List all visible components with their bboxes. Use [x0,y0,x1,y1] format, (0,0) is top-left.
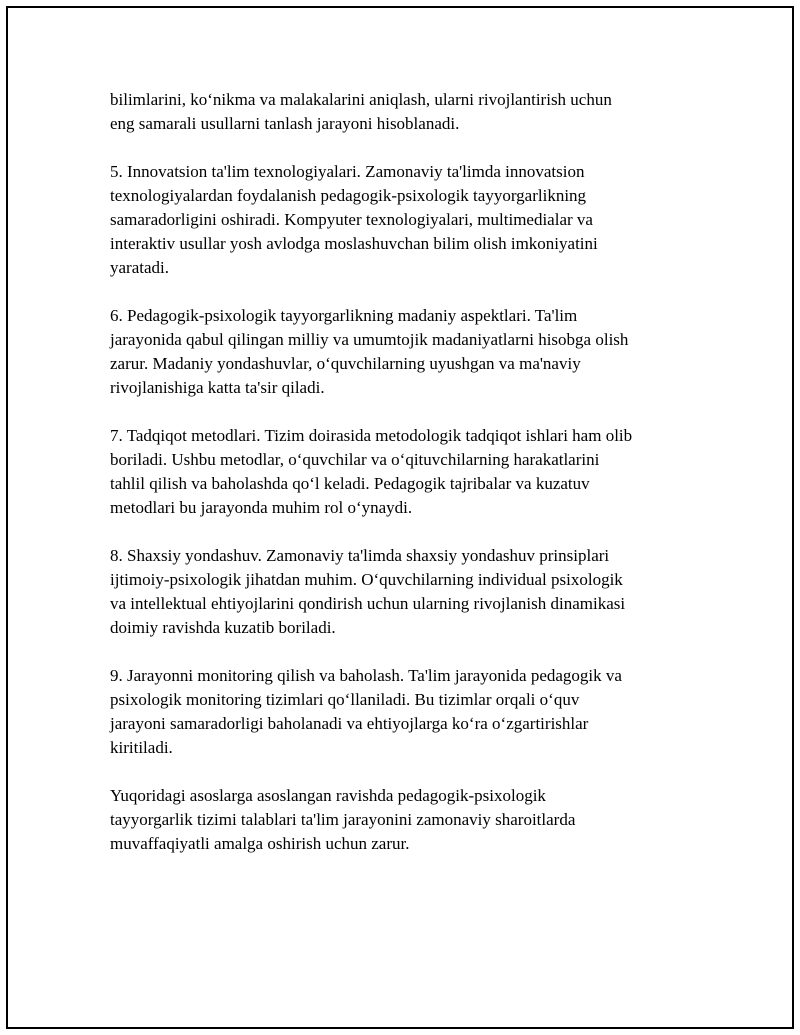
paragraph-6-cultural-aspects: 6. Pedagogik-psixologik tayyorgarlikning madaniy aspektlari. Ta'lim jarayonida qabul qilingan milliy va umumtojik madaniyatlarni hisobga olish zarur. Madaniy yondashuvlar, o‘quvchilarning uyushgan va ma'naviy rivojlanishiga katta ta'sir qiladi. [110,306,629,397]
paragraph-intro-continuation: bilimlarini, ko‘nikma va malakalarini aniqlash, ularni rivojlantirish uchun eng samarali usullarni tanlash jarayoni hisoblanadi. [110,90,612,133]
document-body [110,88,700,880]
paragraph-7-research-methods: 7. Tadqiqot metodlari. Tizim doirasida metodologik tadqiqot ishlari ham olib boriladi. Ushbu metodlar, o‘quvchilar va o‘qituvchilarning harakatlarini tahlil qilish va baholashda qo‘l keladi. Pedagogik tajribalar va kuzatuv metodlari bu jarayonda muhim rol o‘ynaydi. [110,426,633,517]
paragraph-8-personal-approach: 8. Shaxsiy yondashuv. Zamonaviy ta'limda shaxsiy yondashuv prinsiplari ijtimoiy-psixologik jihatdan muhim. O‘quvchilarning individual psixologik va intellektual ehtiyojlarini qondirish uchun ularning rivojlanish dinamikasi doimiy ravishda kuzatib boriladi. [110,546,626,637]
paragraph-conclusion: Yuqoridagi asoslarga asoslangan ravishda pedagogik-psixologik tayyorgarlik tizimi talablari ta'lim jarayonini zamonaviy sharoitlarda muvaffaqiyatli amalga oshirish uchun zarur. [110,786,576,853]
paragraph-5-innovative-technologies: 5. Innovatsion ta'lim texnologiyalari. Zamonaviy ta'limda innovatsion texnologiyalardan foydalanish pedagogik-psixologik tayyorgarlikning samaradorligini oshiradi. Kompyuter texnologiyalari, multimedialar va interaktiv usullar yosh avlodga moslashuvchan bilim olish imkoniyatini yaratadi. [110,162,598,277]
paragraph-9-monitoring: 9. Jarayonni monitoring qilish va baholash. Ta'lim jarayonida pedagogik va psixologik monitoring tizimlari qo‘llaniladi. Bu tizimlar orqali o‘quv jarayoni samaradorligi baholanadi va ehtiyojlarga ko‘ra o‘zgartirishlar kiritiladi. [110,666,622,757]
